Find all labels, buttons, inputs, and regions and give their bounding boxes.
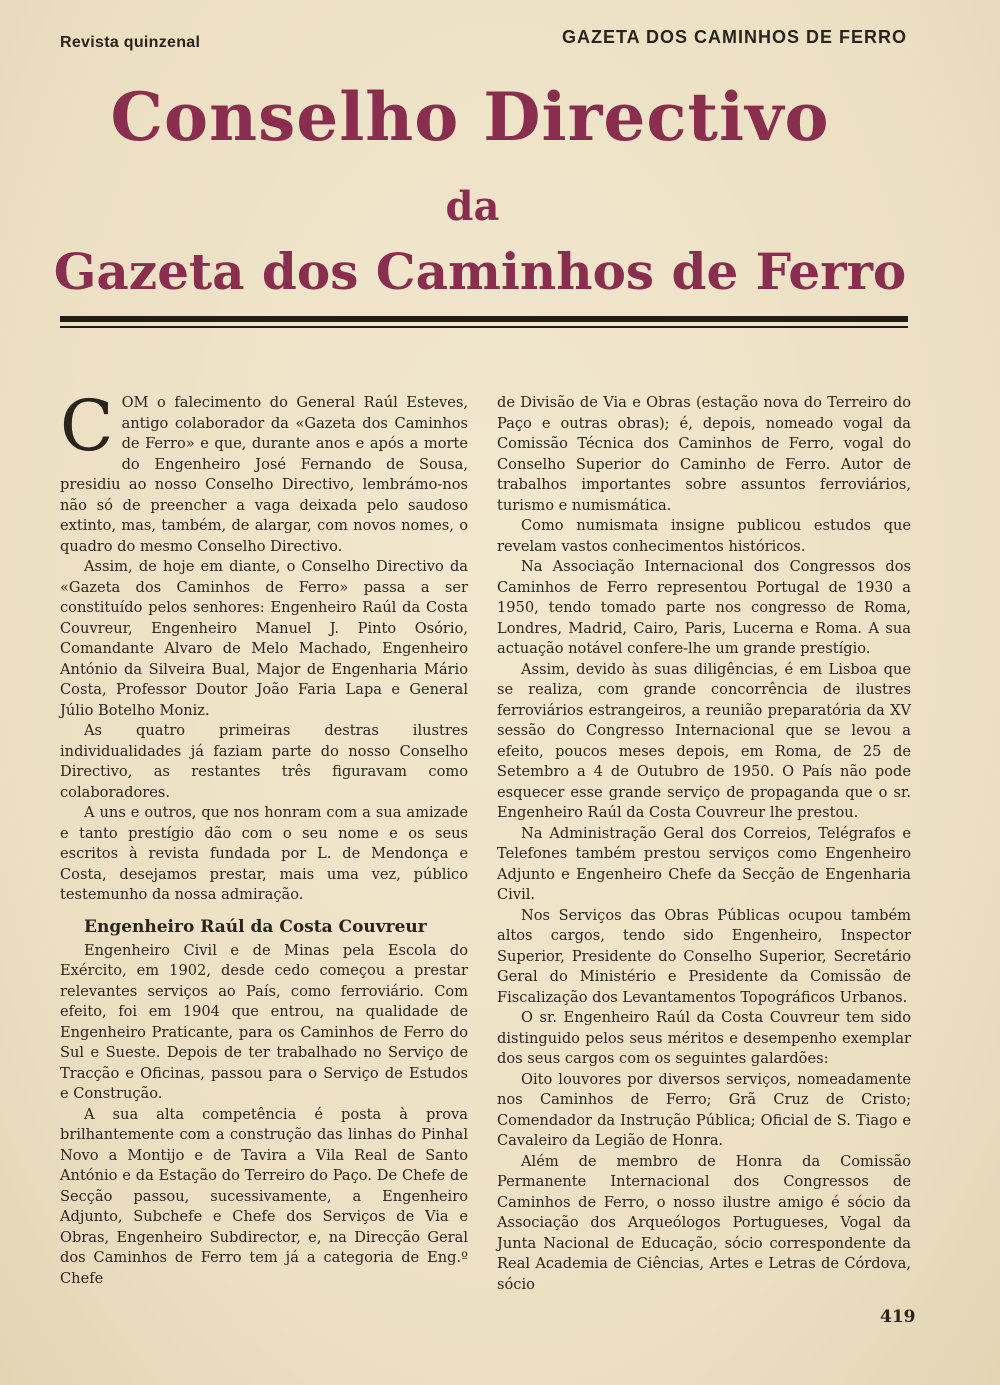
paragraph: Assim, de hoje em diante, o Conselho Directivo da «Gazeta dos Caminhos de Ferro» passa a ser constituído pelos senhores: Engenheiro Raúl da Costa Couvreur, Engenheiro Manuel J. Pinto Osório, Comandante Alvaro de Melo Machado, Engenheiro António da Silveira Bual, Major de Engenharia Mário Costa, Professor Doutor João Faria Lapa e General Júlio Botelho Moniz. <box>60 558 468 719</box>
section-heading: Engenheiro Raúl da Costa Couvreur <box>84 916 427 937</box>
paragraph: As quatro primeiras destras ilustres individualidades já faziam parte do nosso Conselho Directivo, as restantes três figuravam como colaboradores. <box>60 722 468 801</box>
paragraph: Na Associação Internacional dos Congressos dos Caminhos de Ferro representou Portugal de 1930 a 1950, tendo tomado parte nos congresso de Roma, Londres, Madrid, Cairo, Paris, Lucerna e Roma. A sua actuação notável confere-lhe um grande prestígio. <box>497 558 911 657</box>
drop-cap: C <box>60 385 114 467</box>
running-header-left: Revista quinzenal <box>60 34 201 51</box>
paragraph: Assim, devido às suas diligências, é em Lisboa que se realiza, com grande concorrência de ilustres ferroviários estrangeiros, a reunião preparatória da XV sessão do Congresso Internacional que se levou a efeito, poucos meses depois, em Roma, de 25 de Setembro a 4 de Outubro de 1950. O País não pode esquecer esse grande serviço de propaganda que o sr. Engenheiro Raúl da Costa Couvreur lhe prestou. <box>497 660 911 821</box>
paragraph: Engenheiro Civil e de Minas pela Escola do Exército, em 1902, desde cedo começou a prestar relevantes serviços ao País, como ferroviário. Com efeito, foi em 1904 que entrou, na qualidade de Engenheiro Praticante, para os Caminhos de Ferro do Sul e Sueste. Depois de ter trabalhado no Serviço de Tracção e Oficinas, passou para o Serviço de Estudos e Construção. <box>60 941 468 1102</box>
page-number: 419 <box>880 1307 916 1327</box>
paragraph: Nos Serviços das Obras Públicas ocupou também altos cargos, tendo sido Engenheiro, Inspector Superior, Presidente do Conselho Superior, Secretário Geral do Ministério e Presidente da Comissão de Fiscalização dos Levantamentos Topográficos Urbanos. <box>497 906 911 1006</box>
paragraph: A sua alta competência é posta à prova brilhantemente com a construção das linhas do Pinhal Novo a Montijo e de Tavira a Vila Real de Santo António e da Estação do Terreiro do Paço. De Chefe de Secção passou, sucessivamente, a Engenheiro Adjunto, Subchefe e Chefe dos Serviços de Via e Obras, Engenheiro Subdirector, e, na Direcção Geral dos Caminhos de Ferro tem já a categoria de Eng.º Chefe <box>60 1105 468 1287</box>
left-column <box>60 385 468 1289</box>
title-rule-thick <box>60 316 908 322</box>
paragraph: O sr. Engenheiro Raúl da Costa Couvreur tem sido distinguido pelos seus méritos e desempenho exemplar dos seus cargos com os seguintes galardões: <box>497 1009 911 1067</box>
intro-paragraph: COM o falecimento do General Raúl Esteves, antigo colaborador da «Gazeta dos Caminhos de Ferro» e que, durante anos e após a morte do Engenheiro José Fernando de Sousa, presidiu ao nosso Conselho Directivo, lembrámo-nos não só de preencher a vaga deixada pelo saudoso extinto, mas, também, de alargar, com novos nomes, o quadro do mesmo Conselho Directivo. <box>60 385 468 555</box>
paragraph: Como numismata insigne publicou estudos que revelam vastos conhecimentos históricos. <box>497 517 911 555</box>
article-title: Conselho Directivo <box>110 78 830 156</box>
title-rule-thin <box>60 326 908 328</box>
article-subtitle: Gazeta dos Caminhos de Ferro <box>53 242 907 301</box>
paragraph: de Divisão de Via e Obras (estação nova do Terreiro do Paço e outras obras); é, depois, nomeado vogal da Comissão Técnica dos Caminhos de Ferro, vogal do Conselho Superior do Caminho de Ferro. Autor de trabalhos importantes sobre assuntos ferroviários, turismo e numismática. <box>497 394 911 514</box>
article-title-connector: da <box>445 183 500 230</box>
paragraph: A uns e outros, que nos honram com a sua amizade e tanto prestígio dão com o seu nome e os seus escritos à revista fundada por L. de Mendonça e Costa, desejamos prestar, mais uma vez, público testemunho da nossa admiração. <box>60 804 468 903</box>
paragraph: Na Administração Geral dos Correios, Telégrafos e Telefones também prestou serviços como Engenheiro Adjunto e Engenheiro Chefe da Secção de Engenharia Civil. <box>497 824 911 903</box>
paragraph: Oito louvores por diversos serviços, nomeadamente nos Caminhos de Ferro; Grã Cruz de Cristo; Comendador da Instrução Pública; Oficial de S. Tiago e Cavaleiro da Legião de Honra. <box>497 1070 911 1149</box>
paragraph: Além de membro de Honra da Comissão Permanente Internacional dos Congressos de Caminhos de Ferro, o nosso ilustre amigo é sócio da Associação dos Arqueólogos Portugueses, Vogal da Junta Nacional de Educação, sócio correspondente da Real Academia de Ciências, Artes e Letras de Córdova, sócio <box>497 1152 911 1293</box>
running-header-right: GAZETA DOS CAMINHOS DE FERRO <box>561 27 907 47</box>
right-column <box>497 393 911 1295</box>
